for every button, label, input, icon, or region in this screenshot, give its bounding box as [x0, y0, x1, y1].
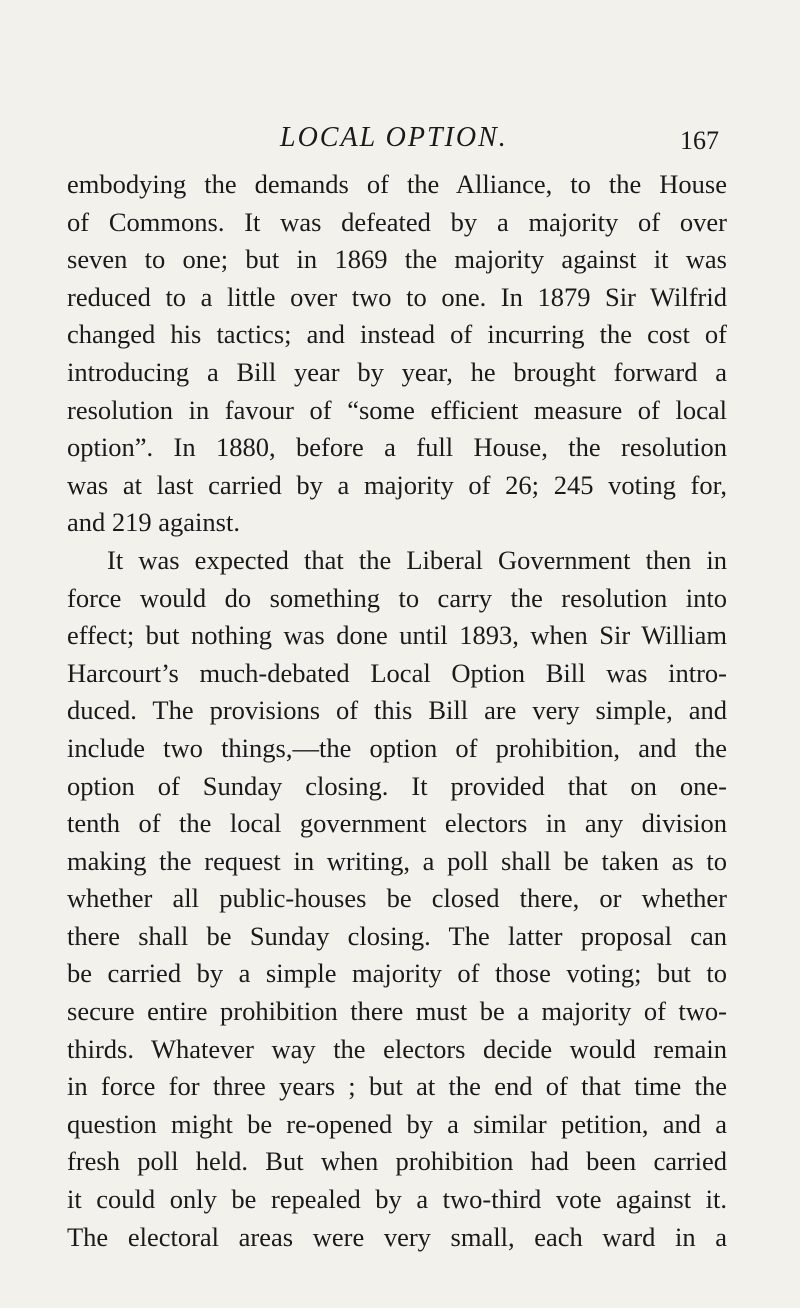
text-line: making the request in writing, a poll shall be taken as to	[67, 845, 727, 876]
text-line: Harcourt’s much-debated Local Option Bill was intro-	[67, 657, 727, 688]
text-line: introducing a Bill year by year, he brought forward a	[67, 356, 727, 387]
text-line: whether all public-houses be closed there, or whether	[67, 883, 727, 914]
text-line: include two things,—the option of prohibition, and the	[67, 732, 727, 763]
running-head: LOCAL OPTION.	[280, 122, 508, 153]
text-line: seven to one; but in 1869 the majority against it was	[67, 244, 727, 275]
text-line: option”. In 1880, before a full House, the resolution	[67, 432, 727, 463]
text-line: The electoral areas were very small, each ward in a	[67, 1221, 727, 1252]
text-line: duced. The provisions of this Bill are very simple, and	[67, 695, 727, 726]
text-line: be carried by a simple majority of those voting; but to	[67, 958, 727, 989]
text-line: it could only be repealed by a two-third vote against it.	[67, 1184, 727, 1215]
text-line: effect; but nothing was done until 1893, when Sir William	[67, 620, 727, 651]
text-line: resolution in favour of “some efficient measure of local	[67, 394, 727, 425]
text-line: force would do something to carry the resolution into	[67, 582, 727, 613]
text-line: changed his tactics; and instead of incurring the cost of	[67, 319, 727, 350]
text-line: reduced to a little over two to one. In 1879 Sir Wilfrid	[67, 281, 727, 312]
text-line: embodying the demands of the Alliance, to the House	[67, 169, 727, 199]
text-line: option of Sunday closing. It provided that on one-	[67, 770, 727, 801]
text-line: secure entire prohibition there must be a majority of two-	[67, 996, 727, 1027]
page-header	[0, 122, 800, 162]
page-number: 167	[680, 126, 719, 155]
text-line: question might be re-opened by a similar petition, and a	[67, 1108, 727, 1139]
text-line: and 219 against.	[67, 507, 240, 538]
text-line: of Commons. It was defeated by a majority of over	[67, 206, 727, 237]
text-line: fresh poll held. But when prohibition had been carried	[67, 1146, 727, 1177]
text-line: was at last carried by a majority of 26; 245 voting for,	[67, 469, 727, 500]
body-text	[67, 166, 727, 1256]
text-line: in force for three years ; but at the end of that time the	[67, 1071, 727, 1102]
text-line: there shall be Sunday closing. The latter proposal can	[67, 920, 727, 951]
text-line: It was expected that the Liberal Government then in	[107, 544, 727, 575]
text-line: thirds. Whatever way the electors decide would remain	[67, 1033, 727, 1064]
text-line: tenth of the local government electors in any division	[67, 808, 727, 839]
